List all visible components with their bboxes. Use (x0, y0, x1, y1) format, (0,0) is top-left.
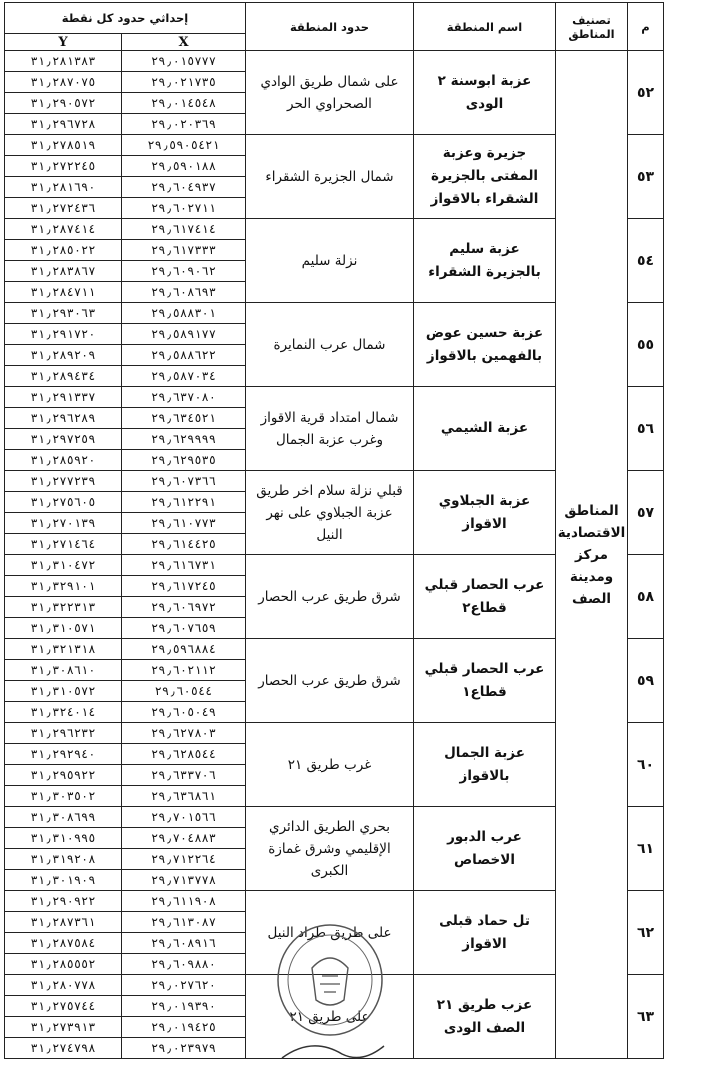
x-coordinate: ٢٩٫٥٩٦٨٨٤ (122, 639, 246, 660)
serial-number: ٥٩ (628, 639, 664, 723)
x-coordinate: ٢٩٫٦٠٥٠٤٩ (122, 702, 246, 723)
x-coordinate: ٢٩٫٦٠٢٧١١ (122, 198, 246, 219)
y-coordinate: ٣١٫٣٢٤٠١٤ (5, 702, 122, 723)
x-header: X (122, 34, 246, 51)
y-coordinate: ٣١٫٢٧٣٩١٣ (5, 1017, 122, 1038)
y-coordinate: ٣١٫٢٨٩٢٠٩ (5, 345, 122, 366)
zone-name: عزبة الجبلاوي الاقواز (414, 471, 556, 555)
y-coordinate: ٣١٫٢٨٥٠٢٢ (5, 240, 122, 261)
x-coordinate: ٢٩٫٠٢٠٣٦٩ (122, 114, 246, 135)
x-coordinate: ٢٩٫٠٢١٧٣٥ (122, 72, 246, 93)
y-coordinate: ٣١٫٢٧٠١٣٩ (5, 513, 122, 534)
serial-header: م (628, 3, 664, 51)
zone-name: عرب الحصار قبلي قطاع٢ (414, 555, 556, 639)
serial-number: ٥٨ (628, 555, 664, 639)
x-coordinate: ٢٩٫٦٠٨٦٩٣ (122, 282, 246, 303)
y-coordinate: ٣١٫٢٧١٤٦٤ (5, 534, 122, 555)
y-coordinate: ٣١٫٢٨٤٧١١ (5, 282, 122, 303)
y-coordinate: ٣١٫٢٨٧٤١٤ (5, 219, 122, 240)
x-coordinate: ٢٩٫٦٠٤٩٣٧ (122, 177, 246, 198)
y-coordinate: ٣١٫٢٩٥٩٢٢ (5, 765, 122, 786)
y-coordinate: ٣١٫٢٧٤٧٩٨ (5, 1038, 122, 1059)
y-coordinate: ٣١٫٣٠١٩٠٩ (5, 870, 122, 891)
y-coordinate: ٣١٫٢٩٦٢٨٩ (5, 408, 122, 429)
y-coordinate: ٣١٫٢٧٥٧٤٤ (5, 996, 122, 1017)
zone-boundary: قبلي نزلة سلام اخر طريق عزبة الجبلاوي على نهر النيل (246, 471, 414, 555)
x-coordinate: ٢٩٫٦١٧٤١٤ (122, 219, 246, 240)
x-coordinate: ٢٩٫٦١٣٠٨٧ (122, 912, 246, 933)
y-coordinate: ٣١٫٢٨٩٤٣٤ (5, 366, 122, 387)
x-coordinate: ٢٩٫٥٨٨٣٠١ (122, 303, 246, 324)
x-coordinate: ٢٩٫٥٨٨٦٢٢ (122, 345, 246, 366)
classification-header: تصنيف المناطق (556, 3, 628, 51)
y-coordinate: ٣١٫٢٩٢٩٤٠ (5, 744, 122, 765)
y-coordinate: ٣١٫٢٨٥٥٥٢ (5, 954, 122, 975)
y-coordinate: ٣١٫٢٨٣٨٦٧ (5, 261, 122, 282)
serial-number: ٦٢ (628, 891, 664, 975)
x-coordinate: ٢٩٫٥٩٠١٨٨ (122, 156, 246, 177)
x-coordinate: ٢٩٫٦٠٩٨٨٠ (122, 954, 246, 975)
x-coordinate: ٢٩٫٦٠٢١١٢ (122, 660, 246, 681)
serial-number: ٦٣ (628, 975, 664, 1059)
x-coordinate: ٢٩٫٠١٩٤٢٥ (122, 1017, 246, 1038)
y-coordinate: ٣١٫٢٩١٣٣٧ (5, 387, 122, 408)
y-coordinate: ٣١٫٢٩٦٢٣٢ (5, 723, 122, 744)
y-coordinate: ٣١٫٢٨١٦٩٠ (5, 177, 122, 198)
x-coordinate: ٢٩٫٦١٢٢٩١ (122, 492, 246, 513)
x-coordinate: ٢٩٫٦٣٤٥٢١ (122, 408, 246, 429)
zone-boundary: بحري الطريق الدائري الإقليمي وشرق غمازة الكبرى (246, 807, 414, 891)
x-coordinate: ٢٩٫٦١٧٢٤٥ (122, 576, 246, 597)
zone-boundary: نزلة سليم (246, 219, 414, 303)
x-coordinate: ٢٩٫٠٢٧٦٢٠ (122, 975, 246, 996)
serial-number: ٦١ (628, 807, 664, 891)
document-page (4, 2, 664, 1059)
y-coordinate: ٣١٫٢٩٦٧٢٨ (5, 114, 122, 135)
zone-boundary: شرق طريق عرب الحصار (246, 639, 414, 723)
x-coordinate: ٢٩٫٧٠٤٨٨٣ (122, 828, 246, 849)
y-coordinate: ٣١٫٢٨٧٥٨٤ (5, 933, 122, 954)
y-coordinate: ٣١٫٣٢٢٣١٣ (5, 597, 122, 618)
x-coordinate: ٢٩٫٦٠٩٠٦٢ (122, 261, 246, 282)
x-coordinate: ٢٩٫٧١٣٧٧٨ (122, 870, 246, 891)
x-coordinate: ٢٩٫٠١٥٧٧٧ (122, 51, 246, 72)
zone-name: عزب طريق ٢١ الصف الودى (414, 975, 556, 1059)
coordinate-row (5, 51, 664, 72)
y-coordinate: ٣١٫٢٩٠٥٧٢ (5, 93, 122, 114)
x-coordinate: ٢٩٫٥٨٧٠٣٤ (122, 366, 246, 387)
zone-boundary: على طريق ٢١ (246, 975, 414, 1059)
y-coordinate: ٣١٫٣٢٩١٠١ (5, 576, 122, 597)
boundaries-header: حدود المنطقة (246, 3, 414, 51)
x-coordinate: ٢٩٫٦٢٨٥٤٤ (122, 744, 246, 765)
y-coordinate: ٣١٫٢٨١٣٨٣ (5, 51, 122, 72)
x-coordinate: ٢٩٫٧٠١٥٦٦ (122, 807, 246, 828)
x-coordinate: ٢٩٫٦٢٧٨٠٣ (122, 723, 246, 744)
y-coordinate: ٣١٫٢٨٠٧٧٨ (5, 975, 122, 996)
zone-name: جزيرة وعزبة المفتى بالجزيرة الشقراء بالاقواز (414, 135, 556, 219)
y-coordinate: ٣١٫٣١٠٥٧٢ (5, 681, 122, 702)
zone-boundary: غرب طريق ٢١ (246, 723, 414, 807)
x-coordinate: ٢٩٫٦٣٧٠٨٠ (122, 387, 246, 408)
x-coordinate: ٢٩٫٦٢٩٩٩٩ (122, 429, 246, 450)
y-coordinate: ٣١٫٣١٠٤٧٢ (5, 555, 122, 576)
x-coordinate: ٢٩٫٦١٧٣٣٣ (122, 240, 246, 261)
y-coordinate: ٣١٫٢٧٢٢٤٥ (5, 156, 122, 177)
x-coordinate: ٢٩٫٦٣٦٨٦١ (122, 786, 246, 807)
x-coordinate: ٢٩٫٦٠٥٤٤ (122, 681, 246, 702)
y-coordinate: ٣١٫٢٧٨٥١٩ (5, 135, 122, 156)
y-coordinate: ٣١٫٢٩٧٢٥٩ (5, 429, 122, 450)
y-coordinate: ٣١٫٢٨٧٣٦١ (5, 912, 122, 933)
zone-boundary: على طريق طراد النيل (246, 891, 414, 975)
zone-name: عرب الحصار قبلي قطاع١ (414, 639, 556, 723)
zones-table (4, 2, 664, 1059)
x-coordinate: ٢٩٫٦٢٩٥٣٥ (122, 450, 246, 471)
x-coordinate: ٢٩٫٦٠٦٩٧٢ (122, 597, 246, 618)
x-coordinate: ٢٩٫٦٠٧٦٥٩ (122, 618, 246, 639)
x-coordinate: ٢٩٫٦٠٨٩١٦ (122, 933, 246, 954)
serial-number: ٥٤ (628, 219, 664, 303)
y-coordinate: ٣١٫٣٠٨٦١٠ (5, 660, 122, 681)
zone-boundary: شمال الجزيرة الشقراء (246, 135, 414, 219)
y-coordinate: ٣١٫٢٧٥٦٠٥ (5, 492, 122, 513)
y-coordinate: ٣١٫٣١٠٥٧١ (5, 618, 122, 639)
zone-name: عرب الدبور الاخصاص (414, 807, 556, 891)
x-coordinate: ٢٩٫٦٣٣٧٠٦ (122, 765, 246, 786)
zone-boundary: شمال عرب النمايرة (246, 303, 414, 387)
serial-number: ٥٧ (628, 471, 664, 555)
x-coordinate: ٢٩٫٦١٠٧٧٣ (122, 513, 246, 534)
zone-name: عزبة سليم بالجزيرة الشقراء (414, 219, 556, 303)
zone-boundary: شمال امتداد قرية الاقواز وغرب عزبة الجمال (246, 387, 414, 471)
zone-name: تل حماد قبلى الاقواز (414, 891, 556, 975)
zone-name: عزبة ابوسنة ٢ الودى (414, 51, 556, 135)
y-coordinate: ٣١٫٣١٩٢٠٨ (5, 849, 122, 870)
zone-classification: المناطق الاقتصادية مركز ومدينة الصف (556, 51, 628, 1059)
coords-group-header: إحداثي حدود كل نقطة (5, 3, 246, 34)
serial-number: ٥٥ (628, 303, 664, 387)
serial-number: ٥٦ (628, 387, 664, 471)
x-coordinate: ٢٩٫٠١٤٥٤٨ (122, 93, 246, 114)
y-coordinate: ٣١٫٣٠٣٥٠٢ (5, 786, 122, 807)
x-coordinate: ٢٩٫٦١٦٧٣١ (122, 555, 246, 576)
x-coordinate: ٢٩٫٠٢٣٩٧٩ (122, 1038, 246, 1059)
y-coordinate: ٣١٫٢٩١٧٢٠ (5, 324, 122, 345)
zone-boundary: على شمال طريق الوادي الصحراوي الحر (246, 51, 414, 135)
y-coordinate: ٣١٫٢٩٠٩٢٢ (5, 891, 122, 912)
x-coordinate: ٢٩٫٠١٩٣٩٠ (122, 996, 246, 1017)
y-coordinate: ٣١٫٢٨٧٠٧٥ (5, 72, 122, 93)
x-coordinate: ٢٩٫٥٩٠٥٤٢١ (122, 135, 246, 156)
x-coordinate: ٢٩٫٥٨٩١٧٧ (122, 324, 246, 345)
serial-number: ٥٢ (628, 51, 664, 135)
serial-number: ٦٠ (628, 723, 664, 807)
zone-boundary: شرق طريق عرب الحصار (246, 555, 414, 639)
y-header: Y (5, 34, 122, 51)
zone-name: عزبة الجمال بالاقواز (414, 723, 556, 807)
serial-number: ٥٣ (628, 135, 664, 219)
zone-name: عزبة الشيمي (414, 387, 556, 471)
zone-name: عزبة حسين عوض بالفهمين بالاقواز (414, 303, 556, 387)
y-coordinate: ٣١٫٣١٠٩٩٥ (5, 828, 122, 849)
x-coordinate: ٢٩٫٧١٢٢٦٤ (122, 849, 246, 870)
y-coordinate: ٣١٫٣٠٨٦٩٩ (5, 807, 122, 828)
x-coordinate: ٢٩٫٦٠٧٣٦٦ (122, 471, 246, 492)
y-coordinate: ٣١٫٢٩٣٠٦٣ (5, 303, 122, 324)
x-coordinate: ٢٩٫٦١٤٤٢٥ (122, 534, 246, 555)
x-coordinate: ٢٩٫٦١١٩٠٨ (122, 891, 246, 912)
y-coordinate: ٣١٫٣٢١٣١٨ (5, 639, 122, 660)
y-coordinate: ٣١٫٢٧٧٢٣٩ (5, 471, 122, 492)
y-coordinate: ٣١٫٢٧٢٤٣٦ (5, 198, 122, 219)
zone-name-header: اسم المنطقة (414, 3, 556, 51)
y-coordinate: ٣١٫٢٨٥٩٢٠ (5, 450, 122, 471)
